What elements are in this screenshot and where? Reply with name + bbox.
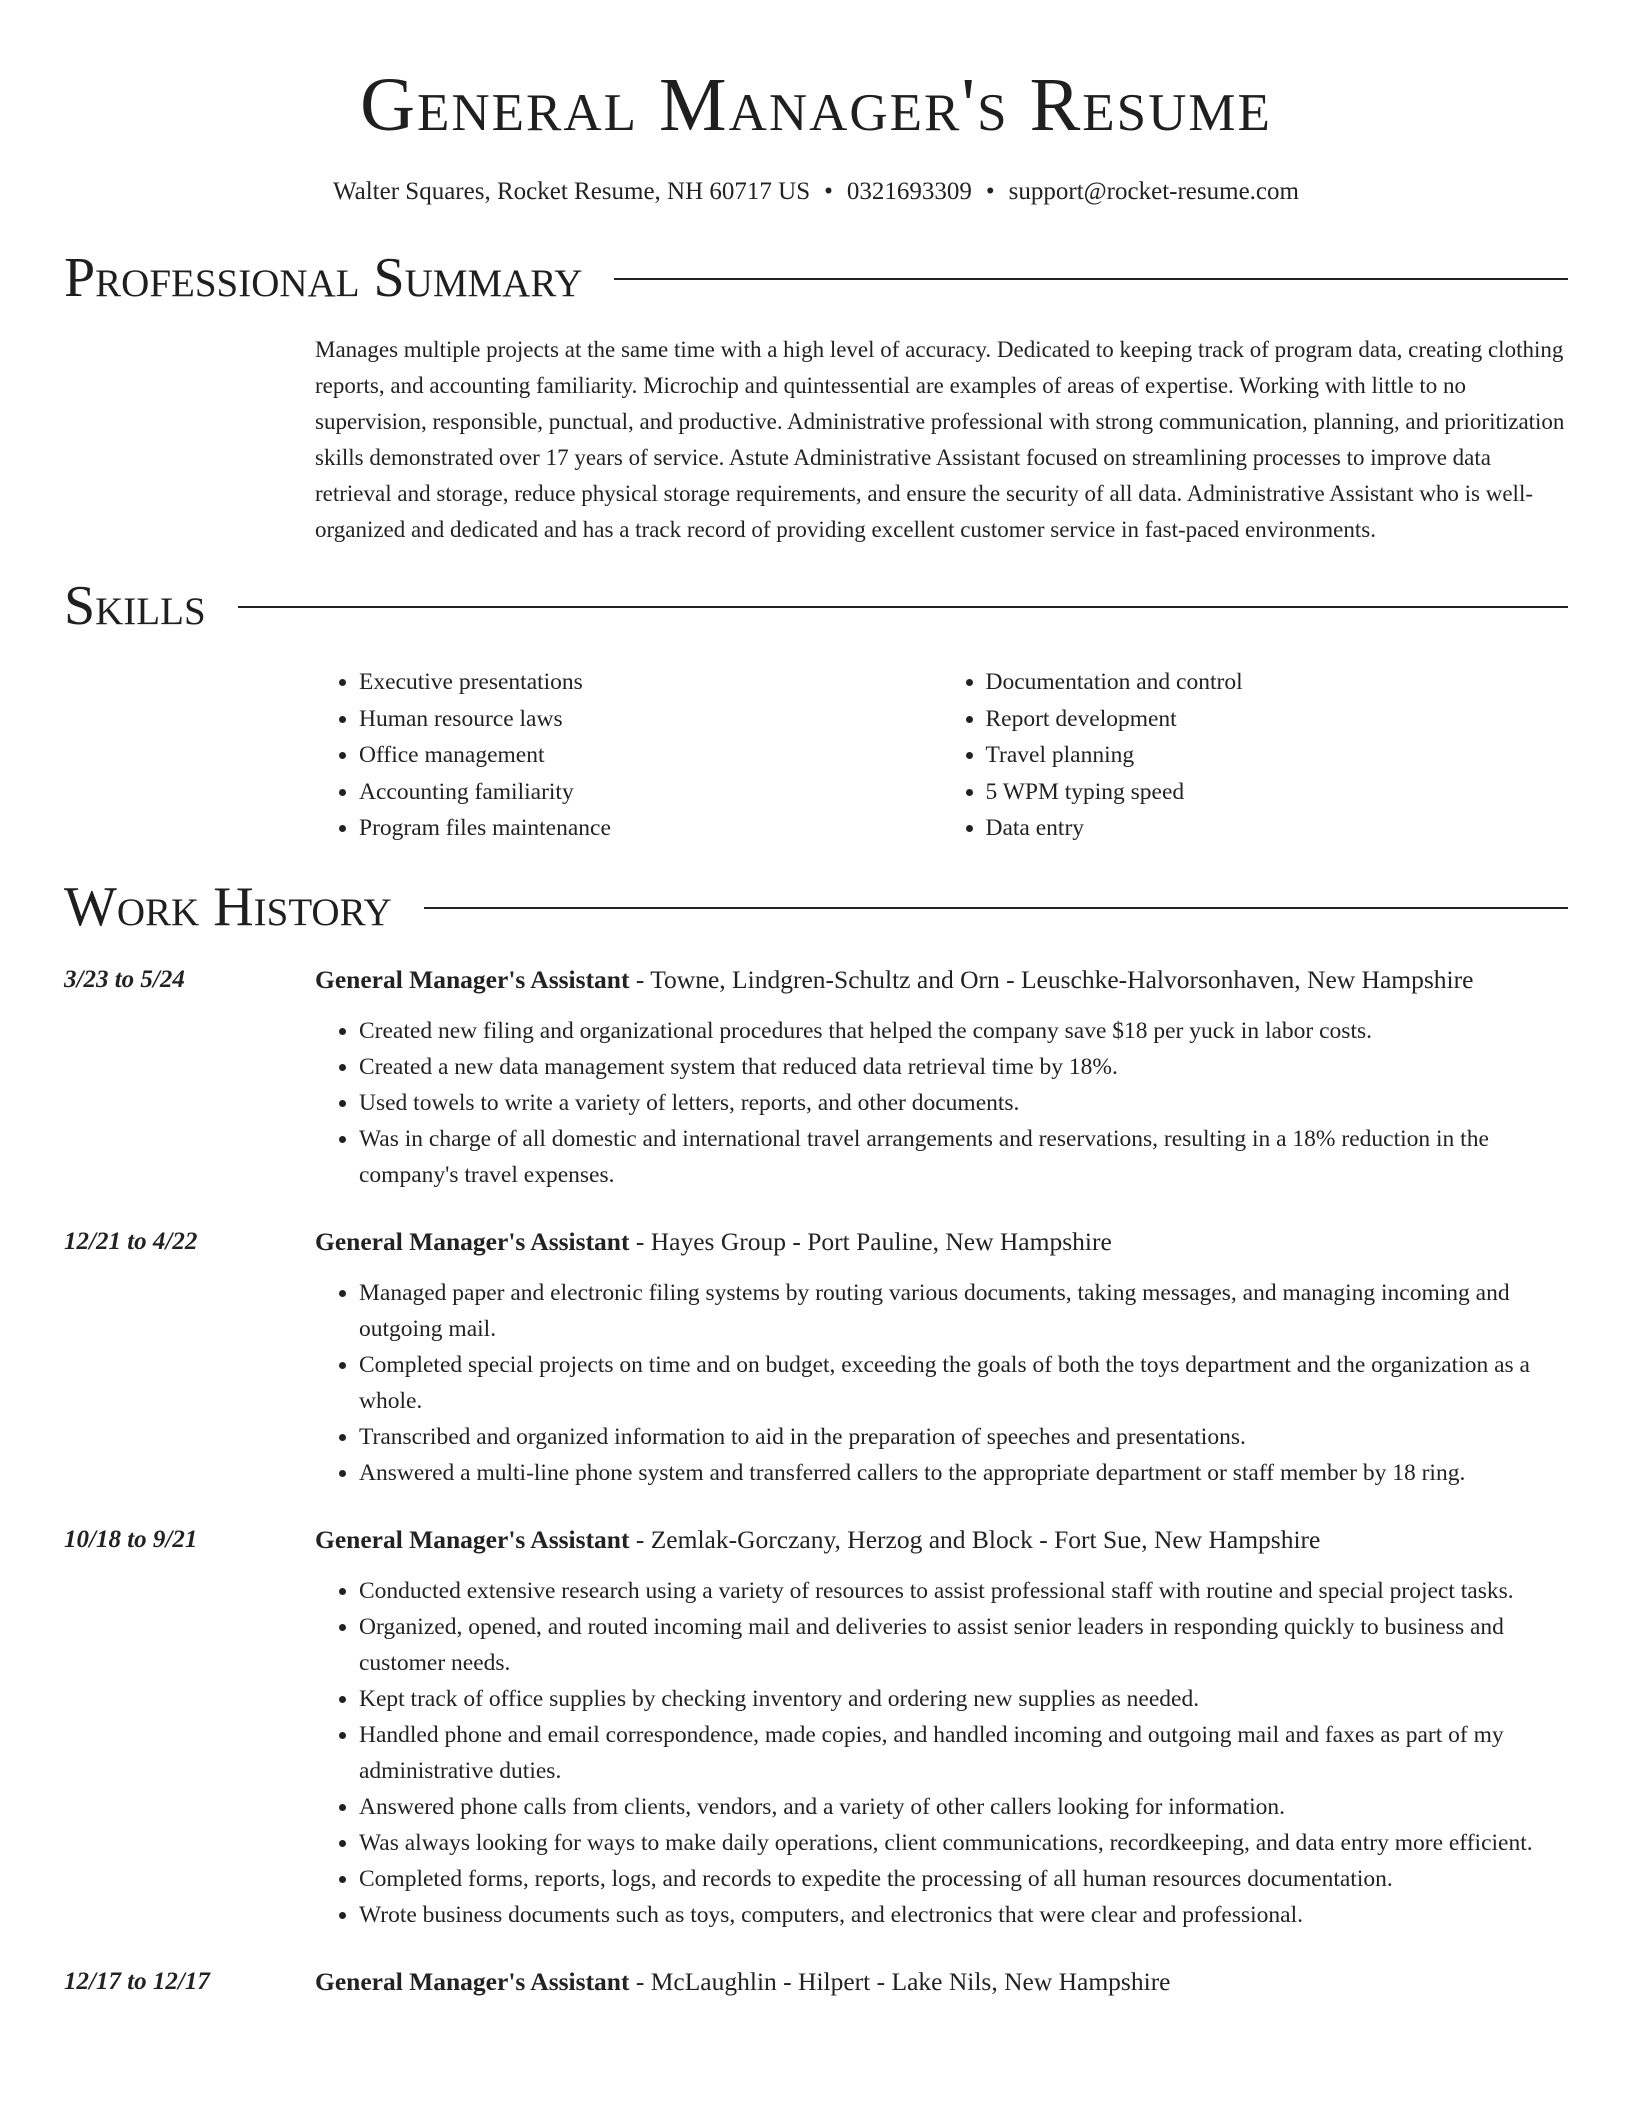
job-bullet-list: [315, 1013, 1568, 1193]
job-title: General Manager's Assistant: [315, 1966, 630, 1996]
contact-email: support@rocket-resume.com: [1008, 178, 1299, 205]
job-header: [315, 1225, 1568, 1259]
job-header: [315, 1965, 1568, 1999]
job-employer: - Hayes Group - Port Pauline, New Hampshire: [629, 1226, 1112, 1256]
job-title: General Manager's Assistant: [315, 1524, 630, 1554]
skills-column-right: [942, 664, 1569, 847]
job-details: [315, 1523, 1568, 1933]
contact-separator: •: [985, 178, 995, 205]
job-employer: - Towne, Lindgren-Schultz and Orn - Leuschke-Halvorsonhaven, New Hampshire: [629, 964, 1474, 994]
job-bullet: • Completed forms, reports, logs, and records to expedite the processing of all human resources documentation.: [359, 1861, 1568, 1897]
work-history-heading-label: Work History: [64, 875, 392, 938]
job-bullet: • Conducted extensive research using a variety of resources to assist professional staff with routine and special project tasks.: [359, 1573, 1568, 1609]
job-dates: 3/23 to 5/24: [64, 965, 185, 993]
section-divider: [238, 606, 1568, 608]
job-bullet: • Was always looking for ways to make daily operations, client communications, recordkeeping, and data entry more efficient.: [359, 1825, 1568, 1861]
skills-section-heading: [64, 574, 1568, 638]
work-history-section-heading: [64, 875, 1568, 939]
job-bullet: • Created new filing and organizational procedures that helped the company save $18 per yuck in labor costs.: [359, 1013, 1568, 1049]
summary-text: Manages multiple projects at the same time with a high level of accuracy. Dedicated to keeping track of program data, creating clothing reports, and accounting familiarity. Microchip and quintessential are examples of areas of expertise. Working with little to no supervision, responsible, punctual, and productive. Administrative professional with strong communication, planning, and prioritization skills demonstrated over 17 years of service. Astute Administrative Assistant focused on streamlining processes to improve data retrieval and storage, reduce physical storage requirements, and ensure the security of all data. Administrative Assistant who is well-organized and dedicated and has a track record of providing excellent customer service in fast-paced environments.: [315, 337, 1565, 542]
job-details: [315, 1225, 1568, 1491]
skill-item: • Executive presentations: [359, 664, 942, 701]
job-dates: 10/18 to 9/21: [64, 1525, 198, 1553]
job-employer: - Zemlak-Gorczany, Herzog and Block - Fort Sue, New Hampshire: [629, 1524, 1321, 1554]
skills-heading-label: Skills: [64, 575, 206, 637]
skill-item: • Accounting familiarity: [359, 774, 942, 811]
job-bullet-list: [315, 1573, 1568, 1933]
skill-item: • Program files maintenance: [359, 810, 942, 847]
section-divider: [614, 278, 1568, 280]
job-entry: [64, 1965, 1568, 1999]
job-bullet: • Managed paper and electronic filing systems by routing various documents, taking messages, and managing incoming and outgoing mail.: [359, 1275, 1568, 1347]
job-bullet: • Wrote business documents such as toys, computers, and electronics that were clear and professional.: [359, 1897, 1568, 1933]
job-details: [315, 1965, 1568, 1999]
job-bullet: • Transcribed and organized information to aid in the preparation of speeches and presentations.: [359, 1419, 1568, 1455]
job-bullet: • Answered phone calls from clients, vendors, and a variety of other callers looking for information.: [359, 1789, 1568, 1825]
skill-item: • Documentation and control: [986, 664, 1569, 701]
contact-line: [64, 176, 1568, 208]
job-entry: [64, 1225, 1568, 1491]
skills-column-left: [315, 664, 942, 847]
job-bullet-list: [315, 1275, 1568, 1491]
contact-separator: •: [824, 178, 833, 205]
contact-phone: 0321693309: [846, 178, 972, 205]
skill-item: • Human resource laws: [359, 701, 942, 738]
skill-item: • Office management: [359, 737, 942, 774]
job-bullet: • Created a new data management system that reduced data retrieval time by 18%.: [359, 1049, 1568, 1085]
skill-item: • Data entry: [986, 810, 1569, 847]
job-title: General Manager's Assistant: [315, 1226, 630, 1256]
job-bullet: • Kept track of office supplies by checking inventory and ordering new supplies as needed.: [359, 1681, 1568, 1717]
skill-item: • Travel planning: [986, 737, 1569, 774]
skill-item: • 5 WPM typing speed: [986, 774, 1569, 811]
summary-section-heading: [64, 246, 1568, 310]
job-details: [315, 963, 1568, 1193]
skills-list: [315, 664, 1568, 847]
resume-title: General Manager's Resume: [360, 63, 1272, 147]
job-entry: [64, 963, 1568, 1193]
job-bullet: • Was in charge of all domestic and international travel arrangements and reservations, resulting in a 18% reduction in the company's travel expenses.: [359, 1121, 1568, 1193]
summary-heading-label: Professional Summary: [64, 247, 583, 309]
job-bullet: • Answered a multi-line phone system and transferred callers to the appropriate department or staff member by 18 ring.: [359, 1455, 1568, 1491]
section-divider: [424, 907, 1568, 909]
job-bullet: • Completed special projects on time and on budget, exceeding the goals of both the toys department and the organization as a whole.: [359, 1347, 1568, 1419]
job-header: [315, 963, 1568, 997]
contact-address: Walter Squares, Rocket Resume, NH 60717 US: [333, 178, 811, 205]
job-dates: 12/21 to 4/22: [64, 1227, 198, 1255]
job-title: General Manager's Assistant: [315, 964, 630, 994]
resume-page: [64, 0, 1568, 1999]
summary-section: [315, 332, 1568, 548]
job-header: [315, 1523, 1568, 1557]
job-bullet: • Used towels to write a variety of letters, reports, and other documents.: [359, 1085, 1568, 1121]
job-bullet: • Organized, opened, and routed incoming mail and deliveries to assist senior leaders in responding quickly to business and customer needs.: [359, 1609, 1568, 1681]
skill-item: • Report development: [986, 701, 1569, 738]
job-entry: [64, 1523, 1568, 1933]
job-dates: 12/17 to 12/17: [64, 1967, 210, 1995]
job-employer: - McLaughlin - Hilpert - Lake Nils, New Hampshire: [629, 1966, 1171, 1996]
job-bullet: • Handled phone and email correspondence, made copies, and handled incoming and outgoing mail and faxes as part of my administrative duties.: [359, 1717, 1568, 1789]
